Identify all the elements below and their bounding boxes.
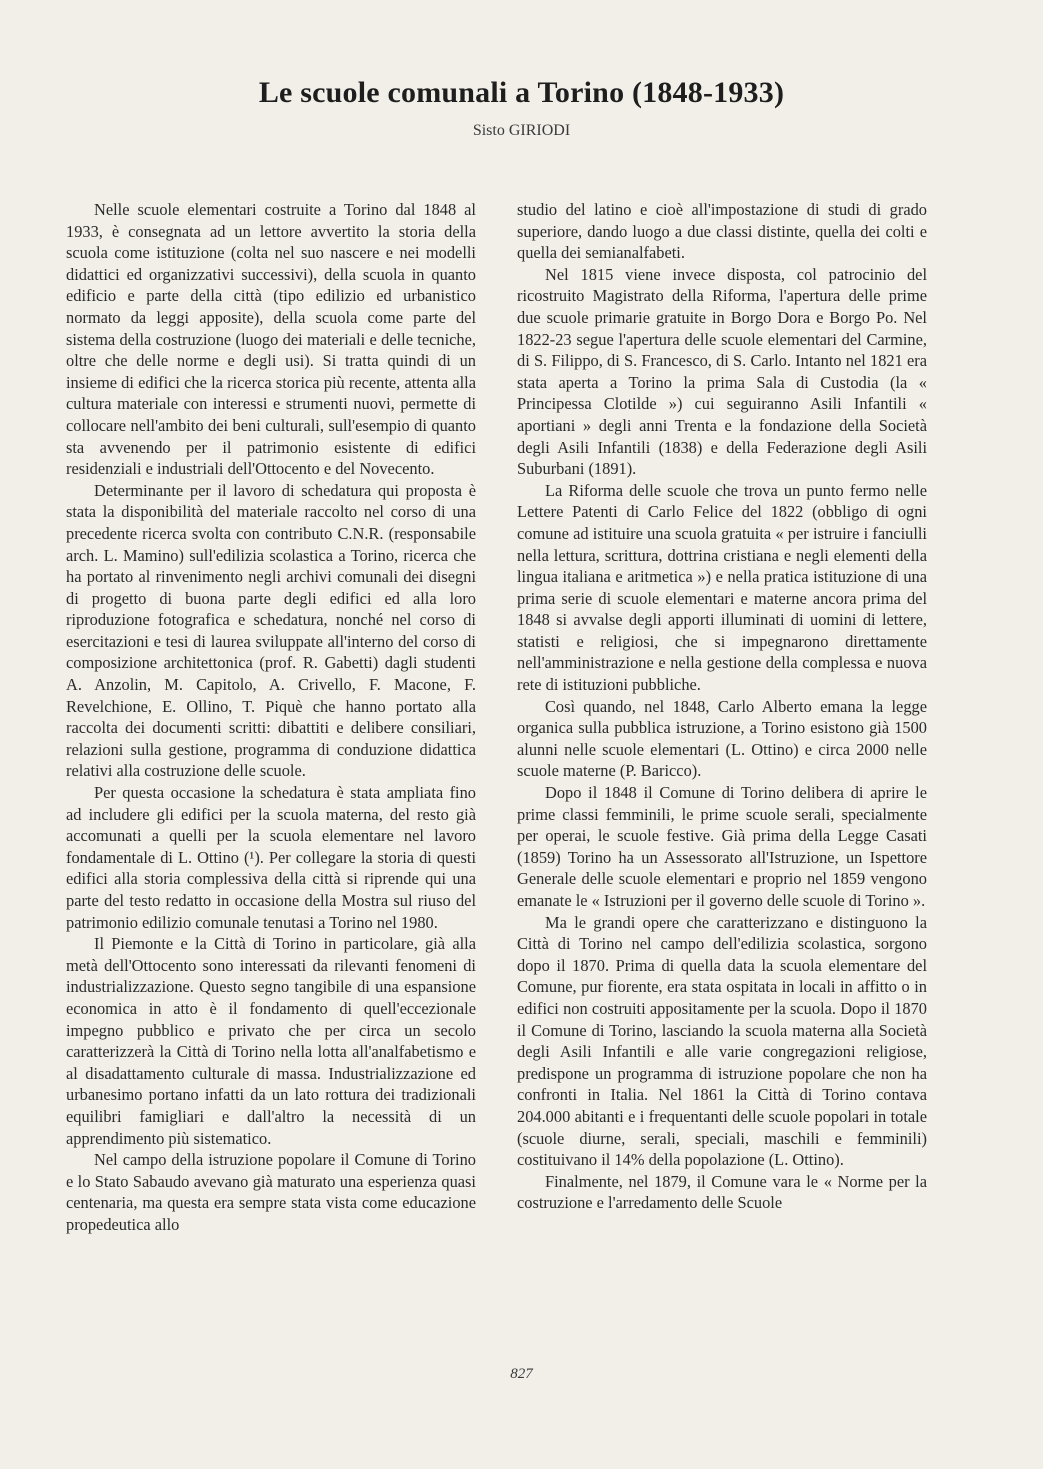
paragraph: Per questa occasione la schedatura è stata ampliata fino ad includere gli edifici per la scuola materna, del resto già accomunati a quelli per la scuola elementare nel lavoro fondamentale di L. Ottino (¹). Per collegare la storia di questi edifici alla storia complessiva della città si riprende qui una parte del testo redatto in occasione della Mostra sul riuso del patrimonio edilizio comunale tenutasi a Torino nel 1980. (66, 783, 476, 932)
left-column (66, 199, 476, 1236)
right-column (517, 199, 927, 1214)
paragraph: Dopo il 1848 il Comune di Torino delibera di aprire le prime classi femminili, le prime scuole serali, specialmente per operai, le scuole festive. Già prima della Legge Casati (1859) Torino ha un Assessorato all'Istruzione, un Ispettore Generale delle scuole elementari e proprio nel 1859 vengono emanate le « Istruzioni per il governo delle scuole di Torino ». (517, 783, 927, 910)
paragraph-continuation: studio del latino e cioè all'impostazione di studi di grado superiore, dando luogo a due classi distinte, quella dei colti e quella dei semianalfabeti. (517, 200, 927, 263)
paragraph: Nelle scuole elementari costruite a Torino dal 1848 al 1933, è consegnata ad un lettore avvertito la storia della scuola come istituzione (colta nel suo nascere e nei modelli didattici ed organizzativi successivi), della scuola in quanto edificio e parte della città (tipo edilizio ed urbanistico normato da leggi apposite), della scuola come parte del sistema della costruzione (luogo dei materiali e delle tecniche, oltre che delle norme e degli usi). Si tratta quindi di un insieme di edifici che la ricerca storica più recente, attenta alla cultura materiale con interessi e strumenti nuovi, permette di collocare nell'ambito dei beni culturali, sull'esempio di quanto sta avvenendo per il patrimonio esistente di edifici residenziali e industriali dell'Ottocento e del Novecento. (66, 200, 476, 479)
paragraph: Finalmente, nel 1879, il Comune vara le « Norme per la costruzione e l'arredamento delle Scuole (517, 1171, 927, 1213)
paragraph: Nel campo della istruzione popolare il Comune di Torino e lo Stato Sabaudo avevano già maturato una esperienza quasi centenaria, ma questa era sempre stata vista come educazione propedeutica allo (66, 1150, 476, 1234)
paragraph: Determinante per il lavoro di schedatura qui proposta è stata la disponibilità del materiale raccolto nel corso di una precedente ricerca svolta con contributo C.N.R. (responsabile arch. L. Mamino) sull'edilizia scolastica a Torino, ricerca che ha portato al rinvenimento negli archivi comunali dei disegni di progetto di buona parte degli edifici ed alla loro riproduzione fotografica e schedatura, nonché nel corso di esercitazioni e tesi di laurea sviluppate all'interno del corso di composizione architettonica (prof. R. Gabetti) dagli studenti A. Anzolin, M. Capitolo, A. Crivello, F. Macone, F. Revelchione, E. Ollino, T. Piquè che hanno portato alla raccolta dei documenti scritti: dibattiti e delibere consiliari, relazioni sulla gestione, programma di conduzione didattica relativi alla costruzione delle scuole. (66, 480, 476, 781)
page-title: Le scuole comunali a Torino (1848-1933) (258, 76, 785, 109)
paragraph: Nel 1815 viene invece disposta, col patrocinio del ricostruito Magistrato della Riforma, l'apertura delle prime due scuole primarie gratuite in Borgo Dora e Borgo Po. Nel 1822-23 segue l'apertura delle scuole elementari del Carmine, di S. Filippo, di S. Francesco, di S. Carlo. Intanto nel 1821 era stata aperta a Torino la prima Sala di Custodia (la « Principessa Clotilde ») cui seguiranno Asili Infantili « aportiani » degli anni Trenta e la fondazione della Società degli Asili Infantili (1838) e della Federazione degli Asili Suburbani (1891). (517, 264, 927, 479)
author-name: Sisto GIRIODI (472, 122, 571, 139)
page-number: 827 (510, 1366, 533, 1382)
paragraph: Ma le grandi opere che caratterizzano e distinguono la Città di Torino nel campo dell'edilizia scolastica, sorgono dopo il 1870. Prima di quella data la scuola elementare del Comune, pur fiorente, era stata ospitata in locali in affitto o in edifici non costruiti appositamente per la scuola. Dopo il 1870 il Comune di Torino, lasciando la scuola materna alla Società degli Asili Infantili e alle varie congregazioni religiose, predispone un programma di istruzione popolare che non ha confronti in Italia. Nel 1861 la Città di Torino contava 204.000 abitanti e i frequentanti delle scuole popolari in totale (scuole diurne, serali, speciali, maschili e femminili) costituivano il 14% della popolazione (L. Ottino). (517, 912, 927, 1170)
paragraph: Così quando, nel 1848, Carlo Alberto emana la legge organica sulla pubblica istruzione, a Torino esistono già 1500 alunni nelle scuole elementari (L. Ottino) e circa 2000 nelle scuole materne (P. Baricco). (517, 696, 927, 781)
paragraph: Il Piemonte e la Città di Torino in particolare, già alla metà dell'Ottocento sono interessati da rilevanti fenomeni di industrializzazione. Questo segno tangibile di una espansione economica in atto è il fondamento di quell'eccezionale impegno pubblico e privato che per circa un secolo caratterizzerà la Città di Torino nella lotta all'analfabetismo e al disadattamento culturale di massa. Industrializzazione ed urbanesimo portano infatti da un lato rottura dei tradizionali equilibri famigliari e dall'altro la necessità di un apprendimento più sistematico. (66, 934, 476, 1148)
paragraph: La Riforma delle scuole che trova un punto fermo nelle Lettere Patenti di Carlo Felice del 1822 (obbligo di ogni comune ad istituire una scuola gratuita « per istruire i fanciulli nella lettura, scrittura, dottrina cristiana e negli elementi della lingua italiana e aritmetica ») e nella pratica istituzione di una prima serie di scuole elementari e materne ancora prima del 1848 si avvalse degli apporti illuminati di uomini di lettere, statisti e religiosi, che si impegnarono direttamente nell'amministrazione e nella gestione della complessa e nuova rete di istituzioni pubbliche. (517, 480, 927, 695)
